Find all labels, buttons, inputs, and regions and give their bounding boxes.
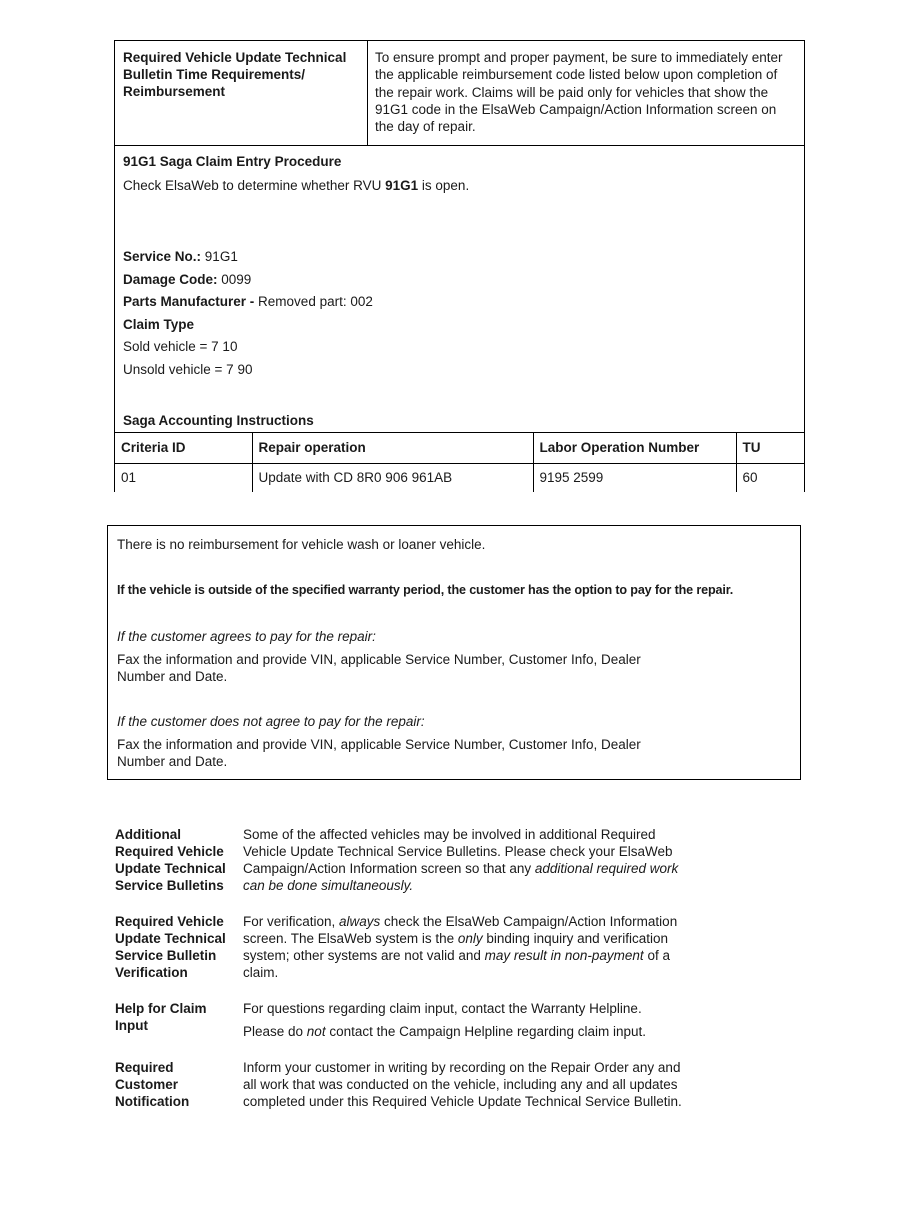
saga-table-header-row xyxy=(115,433,804,464)
customer-agrees-text: If the customer agrees to pay for the repair: xyxy=(117,629,376,645)
column-header-tu: TU xyxy=(736,433,804,464)
customer-does-not-agree-text: If the customer does not agree to pay for the repair: xyxy=(117,714,425,730)
saga-accounting-table xyxy=(115,432,804,492)
info-row-body xyxy=(243,826,695,900)
info-row-label: Additional Required Vehicle Update Technical Service Bulletins xyxy=(115,827,226,894)
info-row-bulletin-verification xyxy=(115,913,715,987)
info-paragraph: Please do not contact the Campaign Helpline regarding claim input. xyxy=(243,1024,647,1040)
cell-labor-operation-number: 9195 2599 xyxy=(533,464,736,493)
requirements-title: Required Vehicle Update Technical Bulletin Time Requirements/ Reimbursement xyxy=(115,41,368,145)
info-row-customer-notification xyxy=(115,1059,715,1116)
table-row xyxy=(115,464,804,493)
info-paragraph: For verification, always check the ElsaWeb Campaign/Action Information screen. The ElsaWeb system is the only binding inquiry and verification system; other systems are not valid and may result in non-payment of a claim. xyxy=(243,914,678,981)
info-row-label: Required Vehicle Update Technical Service Bulletin Verification xyxy=(115,914,226,981)
fax-instructions-text: Fax the information and provide VIN, applicable Service Number, Customer Info, Dealer Number and Date. xyxy=(117,652,641,685)
outside-warranty-text: If the vehicle is outside of the specified warranty period, the customer has the option to pay for the repair. xyxy=(117,583,734,598)
requirements-header-row xyxy=(115,41,804,146)
info-row-body xyxy=(243,913,695,987)
requirements-body-text: To ensure prompt and proper payment, be sure to immediately enter the applicable reimbursement code listed below upon completion of the repair work. Claims will be paid only for vehicles that show the 91G1 code in the ElsaWeb Campaign/Action Information screen on the day of repair. xyxy=(375,50,783,135)
reimbursement-box xyxy=(107,525,801,780)
info-row-body xyxy=(243,1000,695,1046)
requirements-table xyxy=(114,40,805,492)
saga-accounting-heading: Saga Accounting Instructions xyxy=(123,413,314,429)
claim-entry-section xyxy=(115,146,804,432)
info-paragraph: Some of the affected vehicles may be involved in additional Required Vehicle Update Technical Service Bulletins. Please check your ElsaWeb Campaign/Action Information screen so that any additional required work can be done simultaneously. xyxy=(243,827,679,894)
info-section xyxy=(115,826,715,1116)
info-row-help-for-claim-input xyxy=(115,1000,715,1046)
info-paragraph: For questions regarding claim input, contact the Warranty Helpline. xyxy=(243,1001,642,1017)
check-elsaweb-line: Check ElsaWeb to determine whether RVU 91G1 is open. xyxy=(123,178,470,194)
field-unsold-vehicle: Unsold vehicle = 7 90 xyxy=(123,361,253,377)
column-header-criteria-id: Criteria ID xyxy=(115,433,252,464)
field-damage-code: Damage Code: 0099 xyxy=(123,271,252,287)
fax-instructions-text-2: Fax the information and provide VIN, applicable Service Number, Customer Info, Dealer Number and Date. xyxy=(117,737,641,770)
column-header-labor-operation-number: Labor Operation Number xyxy=(533,433,736,464)
no-reimbursement-text: There is no reimbursement for vehicle wash or loaner vehicle. xyxy=(117,537,486,553)
field-service-no: Service No.: 91G1 xyxy=(123,249,238,265)
cell-criteria-id: 01 xyxy=(115,464,252,493)
claim-entry-heading: 91G1 Saga Claim Entry Procedure xyxy=(123,154,342,170)
field-sold-vehicle: Sold vehicle = 7 10 xyxy=(123,339,238,355)
field-parts-manufacturer: Parts Manufacturer - Removed part: 002 xyxy=(123,294,373,310)
info-row-label: Help for Claim Input xyxy=(115,1001,207,1034)
info-paragraph: Inform your customer in writing by recording on the Repair Order any and all work that was conducted on the vehicle, including any and all updates completed under this Required Vehicle Update Technical Service Bulletin. xyxy=(243,1060,682,1110)
column-header-repair-operation: Repair operation xyxy=(252,433,533,464)
info-row-additional-bulletins xyxy=(115,826,715,900)
info-row-body xyxy=(243,1059,695,1116)
info-row-label: Required Customer Notification xyxy=(115,1060,190,1110)
field-claim-type: Claim Type xyxy=(123,316,195,332)
cell-tu: 60 xyxy=(742,470,758,486)
page xyxy=(0,40,918,1228)
cell-repair-operation: Update with CD 8R0 906 961AB xyxy=(252,464,533,493)
